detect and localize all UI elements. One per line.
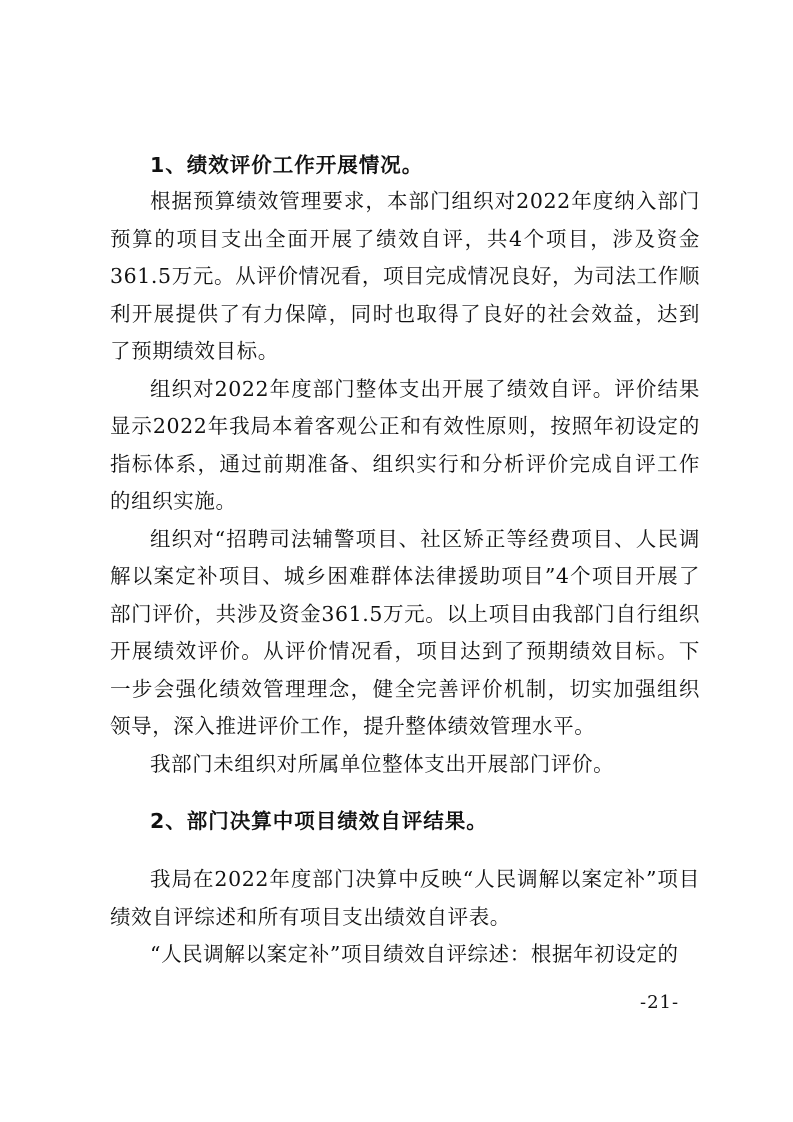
paragraph-self-evaluation-overview: 根据预算绩效管理要求，本部门组织对2022年度纳入部门预算的项目支出全面开展了绩效自评，共4个项目，涉及资金361.5万元。从评价情况看，项目完成情况良好，为司法工作顺利开展提供了有力保障，同时也取得了良好的社会效益，达到了预期绩效目标。 bbox=[110, 189, 700, 363]
paragraph-overall-expenditure-evaluation: 组织对2022年度部门整体支出开展了绩效自评。评价结果显示2022年我局本着客观公正和有效性原则，按照年初设定的指标体系，通过前期准备、组织实行和分析评价完成自评工作的组织实施。 bbox=[110, 376, 700, 513]
paragraph-mediation-project-summary: “人民调解以案定补”项目绩效自评综述：根据年初设定的 bbox=[150, 942, 679, 966]
page-number: -21- bbox=[640, 992, 680, 1013]
paragraph-department-project-evaluation: 组织对“招聘司法辅警项目、社区矫正等经费项目、人民调解以案定补项目、城乡困难群体法律援助项目”4个项目开展了部门评价，共涉及资金361.5万元。以上项目由我部门自行组织开展绩效评价。从评价情况看，项目达到了预期绩效目标。下一步会强化绩效管理理念，健全完善评价机制，切实加强组织领导，深入推进评价工作，提升整体绩效管理水平。 bbox=[110, 526, 700, 738]
section-heading-project-self-evaluation-results: 2、部门决算中项目绩效自评结果。 bbox=[150, 809, 488, 833]
paragraph-final-accounts-reflection: 我局在2022年度部门决算中反映“人民调解以案定补”项目绩效自评综述和所有项目支出绩效自评表。 bbox=[110, 867, 700, 929]
paragraph-subordinate-units-note: 我部门未组织对所属单位整体支出开展部门评价。 bbox=[150, 751, 615, 776]
section-heading-performance-evaluation: 1、绩效评价工作开展情况。 bbox=[150, 153, 424, 177]
document-body bbox=[110, 145, 700, 974]
